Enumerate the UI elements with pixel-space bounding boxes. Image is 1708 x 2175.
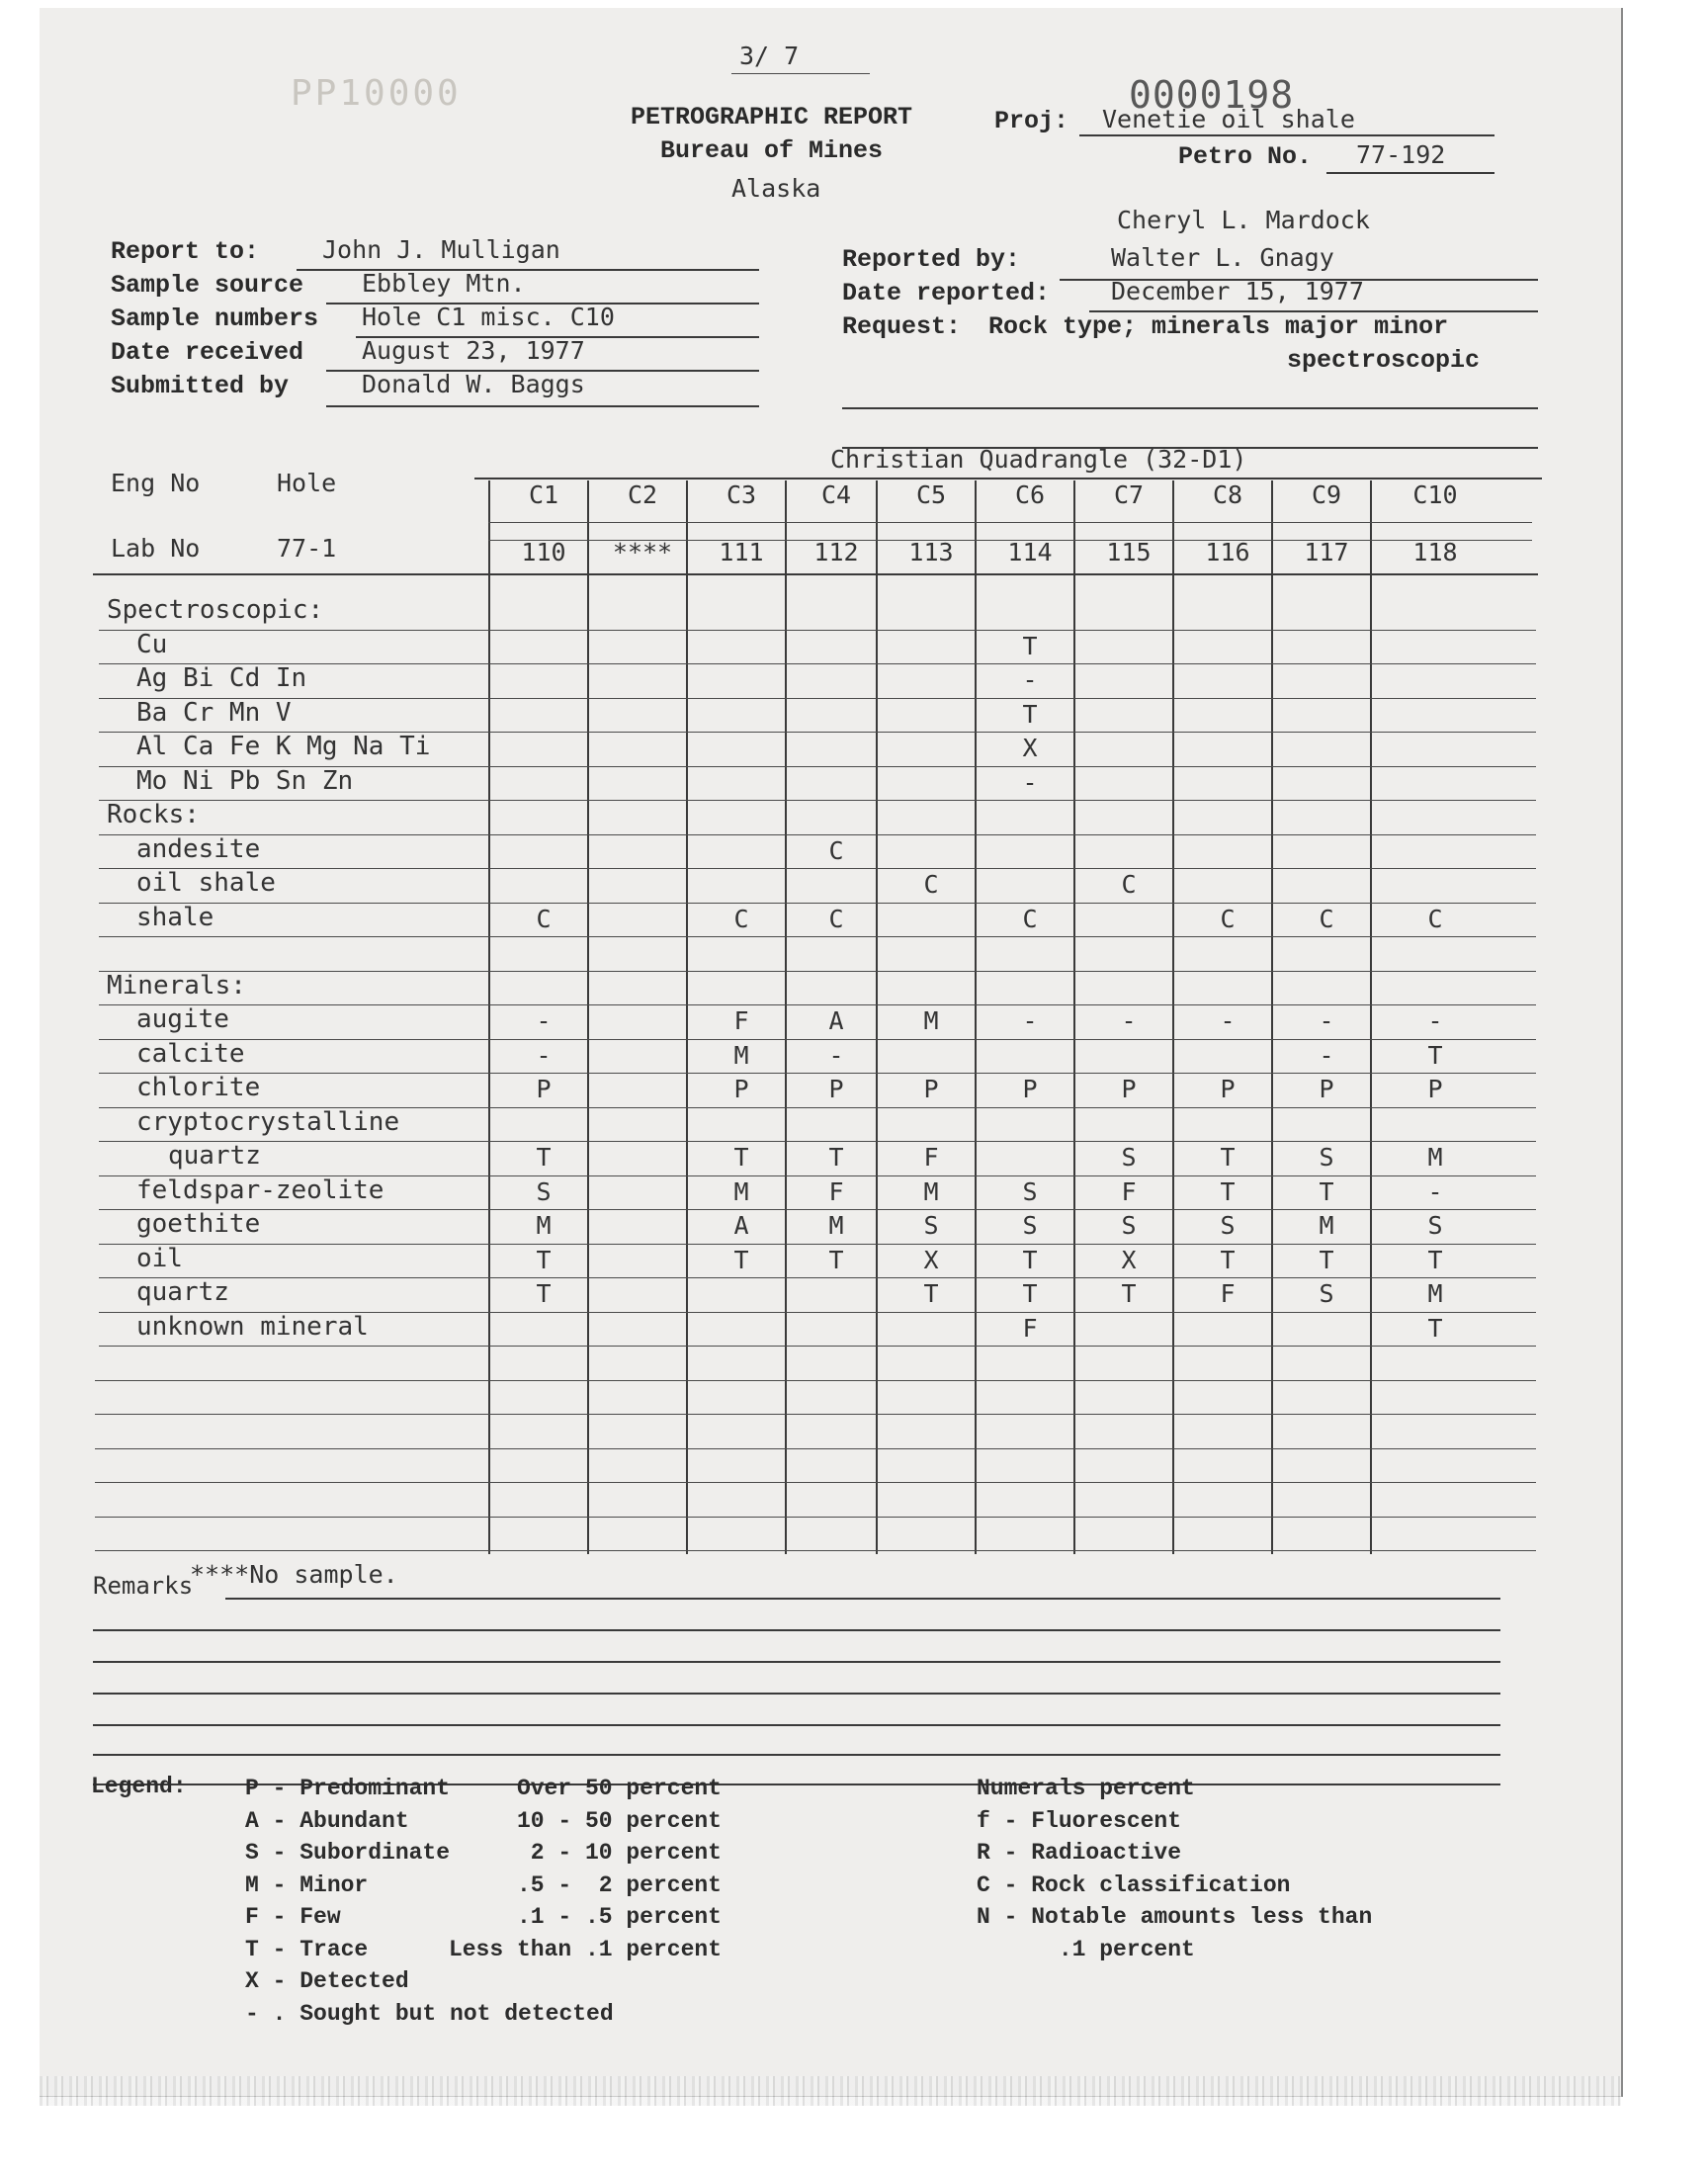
column-header: C1: [528, 480, 559, 509]
table-cell: T: [1022, 631, 1038, 660]
row-rule: [99, 1346, 1536, 1347]
sample-numbers-label: Sample numbers: [111, 304, 319, 333]
column-divider: [1271, 480, 1273, 1554]
row-label: quartz: [168, 1141, 261, 1171]
proj-value: Venetie oil shale: [1102, 105, 1355, 133]
row-label: Ag Bi Cd In: [136, 663, 307, 693]
remarks-text: ****No sample.: [190, 1560, 398, 1589]
legend-code: F - Few: [245, 1904, 341, 1930]
state: Alaska: [731, 174, 821, 203]
row-label: augite: [136, 1004, 229, 1034]
report-to-value: John J. Mulligan: [322, 235, 560, 264]
row-rule: [99, 1073, 1536, 1074]
table-cell: A: [733, 1211, 749, 1240]
table-cell: T: [536, 1143, 552, 1172]
legend-code: M - Minor: [245, 1871, 369, 1898]
legend-code: T - Trace: [245, 1936, 369, 1962]
row-rule: [99, 868, 1536, 869]
table-cell: X: [923, 1245, 939, 1274]
table-cell: T: [1220, 1245, 1236, 1274]
blank-row-rule: [95, 1380, 1536, 1381]
submitted-by-value: Donald W. Baggs: [362, 370, 585, 398]
table-cell: S: [1319, 1279, 1334, 1308]
legend-code: P - Predominant: [245, 1776, 451, 1801]
submitted-by-label: Submitted by: [111, 372, 290, 400]
column-header: C7: [1113, 480, 1145, 509]
legend-note: Numerals percent: [977, 1776, 1195, 1801]
lab-number: 118: [1412, 538, 1458, 566]
row-label: goethite: [136, 1209, 261, 1239]
row-label: andesite: [136, 833, 261, 864]
table-cell: T: [828, 1245, 844, 1274]
legend-range: 10 - 50 percent: [516, 1807, 722, 1834]
request-value: Rock type; minerals major minor: [988, 312, 1449, 341]
legend-note: .1 percent: [977, 1936, 1195, 1962]
row-rule: [99, 971, 1536, 972]
row-label: chlorite: [136, 1073, 261, 1102]
column-divider: [785, 480, 787, 1554]
lab-number: 115: [1106, 538, 1152, 566]
legend-note: R - Radioactive: [977, 1840, 1182, 1866]
row-label: calcite: [136, 1038, 245, 1069]
table-cell: S: [1121, 1143, 1137, 1172]
column-header: C6: [1014, 480, 1046, 509]
legend-range: .1 - .5 percent: [516, 1904, 722, 1930]
report-to-label: Report to:: [111, 237, 260, 266]
table-cell: -: [1220, 1006, 1236, 1035]
legend-code: A - Abundant: [245, 1807, 409, 1834]
table-cell: M: [1427, 1143, 1443, 1172]
table-cell: M: [536, 1211, 552, 1240]
row-label: unknown mineral: [136, 1311, 369, 1342]
column-divider: [1172, 480, 1174, 1554]
request-label: Request:: [842, 312, 962, 341]
table-cell: C: [923, 870, 939, 899]
row-label: Al Ca Fe K Mg Na Ti: [136, 732, 431, 761]
table-cell: P: [1121, 1075, 1137, 1103]
table-cell: M: [923, 1176, 939, 1206]
legend-range: 2 - 10 percent: [516, 1840, 722, 1866]
table-cell: P: [1220, 1075, 1236, 1103]
table-cell: C: [828, 835, 844, 865]
column-divider: [686, 480, 688, 1554]
blank-row-rule: [95, 1448, 1536, 1449]
column-header: C3: [726, 480, 757, 509]
reported-by-name-2: Walter L. Gnagy: [1111, 243, 1334, 272]
table-cell: -: [1319, 1006, 1334, 1035]
table-cell: C: [828, 904, 844, 933]
lab-number: 114: [1007, 538, 1053, 566]
sample-source-value: Ebbley Mtn.: [362, 269, 526, 298]
legend-code: X - Detected: [245, 1968, 409, 1994]
row-label: quartz: [136, 1277, 229, 1307]
column-header: C9: [1311, 480, 1342, 509]
request-value-2: spectroscopic: [1287, 346, 1481, 375]
table-cell: C: [733, 904, 749, 933]
table-cell: S: [1022, 1176, 1038, 1206]
table-cell: -: [1427, 1176, 1443, 1206]
table-cell: C: [1319, 904, 1334, 933]
row-label: oil shale: [136, 868, 276, 898]
table-cell: F: [1121, 1176, 1137, 1206]
lab-no-label: Lab No: [111, 534, 201, 563]
page-number: 3/ 7: [739, 42, 800, 70]
blank-row-rule: [95, 1482, 1536, 1483]
column-divider: [1073, 480, 1075, 1554]
column-header: C8: [1212, 480, 1243, 509]
lab-number: 117: [1304, 538, 1349, 566]
report-title: PETROGRAPHIC REPORT: [631, 103, 913, 131]
table-cell: C: [1427, 904, 1443, 933]
eng-no-label: Eng No: [111, 469, 201, 497]
lab-number: 112: [813, 538, 859, 566]
row-label: Ba Cr Mn V: [136, 697, 292, 728]
table-cell: M: [733, 1176, 749, 1206]
table-cell: T: [1319, 1245, 1334, 1274]
table-cell: M: [1319, 1211, 1334, 1240]
table-cell: M: [828, 1211, 844, 1240]
row-label: feldspar-zeolite: [136, 1174, 384, 1205]
table-cell: S: [536, 1176, 552, 1206]
sample-source-label: Sample source: [111, 271, 304, 300]
table-cell: T: [1022, 1245, 1038, 1274]
table-cell: -: [1022, 665, 1038, 694]
row-label: cryptocrystalline: [136, 1106, 400, 1137]
legend-note: f - Fluorescent: [977, 1807, 1182, 1834]
stamp-number: 0000198: [1129, 73, 1295, 117]
agency: Bureau of Mines: [660, 136, 884, 165]
legend-range: Over 50 percent: [516, 1776, 722, 1801]
row-label: shale: [136, 902, 214, 932]
table-cell: -: [1022, 1006, 1038, 1035]
row-label: oil: [136, 1243, 183, 1273]
table-cell: P: [536, 1075, 552, 1103]
table-cell: -: [1121, 1006, 1137, 1035]
date-reported-label: Date reported:: [842, 279, 1051, 307]
row-label: Minerals:: [107, 970, 246, 1000]
column-divider: [876, 480, 878, 1554]
table-cell: -: [1427, 1006, 1443, 1035]
column-divider: [488, 480, 490, 1554]
table-cell: P: [1022, 1075, 1038, 1103]
report-sheet: [40, 8, 1623, 2097]
hole-label: Hole: [277, 469, 337, 497]
column-header: C5: [915, 480, 947, 509]
reported-by-name-1: Cheryl L. Mardock: [1117, 206, 1370, 234]
table-cell: T: [1427, 1040, 1443, 1070]
table-cell: F: [733, 1006, 749, 1035]
table-cell: S: [1319, 1143, 1334, 1172]
row-rule: [99, 936, 1536, 937]
petro-value: 77-192: [1356, 140, 1446, 169]
blank-row-rule: [95, 1550, 1536, 1551]
date-received-value: August 23, 1977: [362, 336, 585, 365]
row-rule: [99, 1004, 1536, 1005]
lab-top-rule: [488, 540, 1532, 541]
table-cell: T: [1319, 1176, 1334, 1206]
lab-number: 110: [521, 538, 566, 566]
lab-number: 116: [1205, 538, 1250, 566]
column-header: C2: [627, 480, 658, 509]
column-divider: [587, 480, 589, 1554]
row-label: Cu: [136, 629, 168, 659]
lab-number: 111: [719, 538, 764, 566]
lab-number: ****: [612, 538, 673, 566]
scan-edge: [40, 2076, 1621, 2106]
table-cell: T: [1220, 1143, 1236, 1172]
table-cell: T: [733, 1245, 749, 1274]
row-rule: [99, 834, 1536, 835]
table-cell: T: [1220, 1176, 1236, 1206]
lab-number: 113: [908, 538, 954, 566]
table-cell: X: [1121, 1245, 1137, 1274]
row-rule: [99, 903, 1536, 904]
column-divider: [975, 480, 977, 1554]
table-cell: F: [1022, 1313, 1038, 1343]
table-cell: T: [1427, 1245, 1443, 1274]
table-cell: S: [1121, 1211, 1137, 1240]
remarks-label: Remarks: [93, 1572, 194, 1600]
row-rule: [99, 800, 1536, 801]
row-rule: [99, 630, 1536, 631]
table-cell: -: [536, 1006, 552, 1035]
table-cell: P: [828, 1075, 844, 1103]
lab-rule: [93, 573, 1538, 575]
table-cell: T: [1022, 699, 1038, 729]
row-rule: [99, 698, 1536, 699]
location: Christian Quadrangle (32-D1): [830, 445, 1247, 474]
sample-numbers-value: Hole C1 misc. C10: [362, 303, 615, 331]
lab-prefix: 77-1: [277, 534, 337, 563]
table-cell: T: [1427, 1313, 1443, 1343]
reported-by-label: Reported by:: [842, 245, 1021, 274]
table-cell: T: [536, 1279, 552, 1308]
row-rule: [99, 1039, 1536, 1040]
petro-label: Petro No.: [1178, 142, 1313, 171]
table-cell: P: [1427, 1075, 1443, 1103]
column-divider: [1370, 480, 1372, 1554]
proj-label: Proj:: [994, 107, 1069, 135]
table-cell: T: [1022, 1279, 1038, 1308]
row-label: Rocks:: [107, 800, 200, 829]
blank-row-rule: [95, 1414, 1536, 1415]
row-rule: [99, 663, 1536, 664]
date-received-label: Date received: [111, 338, 304, 367]
table-cell: C: [1121, 870, 1137, 899]
header-rule: [488, 522, 1532, 523]
column-header: C10: [1412, 480, 1458, 509]
table-cell: C: [536, 904, 552, 933]
table-cell: C: [1022, 904, 1038, 933]
table-cell: -: [1022, 767, 1038, 797]
row-rule: [99, 1244, 1536, 1245]
legend-range: .5 - 2 percent: [516, 1871, 722, 1898]
table-cell: S: [1022, 1211, 1038, 1240]
blank-row-rule: [95, 1517, 1536, 1518]
row-label: Mo Ni Pb Sn Zn: [136, 765, 354, 796]
table-cell: P: [1319, 1075, 1334, 1103]
legend-note: C - Rock classification: [977, 1871, 1291, 1898]
table-cell: T: [828, 1143, 844, 1172]
row-label: Spectroscopic:: [107, 595, 324, 625]
table-cell: M: [1427, 1279, 1443, 1308]
row-rule: [99, 1141, 1536, 1142]
table-cell: T: [733, 1143, 749, 1172]
table-cell: F: [923, 1143, 939, 1172]
table-cell: -: [828, 1040, 844, 1070]
table-cell: -: [1319, 1040, 1334, 1070]
table-cell: T: [923, 1279, 939, 1308]
table-cell: S: [923, 1211, 939, 1240]
column-header: C4: [820, 480, 852, 509]
row-rule: [99, 1209, 1536, 1210]
legend-note: N - Notable amounts less than: [977, 1904, 1373, 1930]
legend-code: S - Subordinate: [245, 1840, 451, 1866]
table-cell: S: [1220, 1211, 1236, 1240]
table-cell: F: [828, 1176, 844, 1206]
legend-label: Legend:: [91, 1774, 187, 1799]
table-cell: M: [923, 1006, 939, 1035]
table-cell: T: [1121, 1279, 1137, 1308]
date-reported-value: December 15, 1977: [1111, 277, 1364, 305]
table-cell: M: [733, 1040, 749, 1070]
table-cell: C: [1220, 904, 1236, 933]
faded-code: PP10000: [291, 73, 462, 114]
row-rule: [99, 1277, 1536, 1278]
table-cell: X: [1022, 734, 1038, 762]
table-cell: T: [536, 1245, 552, 1274]
table-cell: P: [923, 1075, 939, 1103]
legend-range: Less than .1 percent: [448, 1936, 722, 1962]
table-cell: P: [733, 1075, 749, 1103]
legend-code: - . Sought but not detected: [245, 2000, 614, 2027]
table-cell: F: [1220, 1279, 1236, 1308]
table-cell: S: [1427, 1211, 1443, 1240]
table-cell: A: [828, 1006, 844, 1035]
table-cell: -: [536, 1040, 552, 1070]
